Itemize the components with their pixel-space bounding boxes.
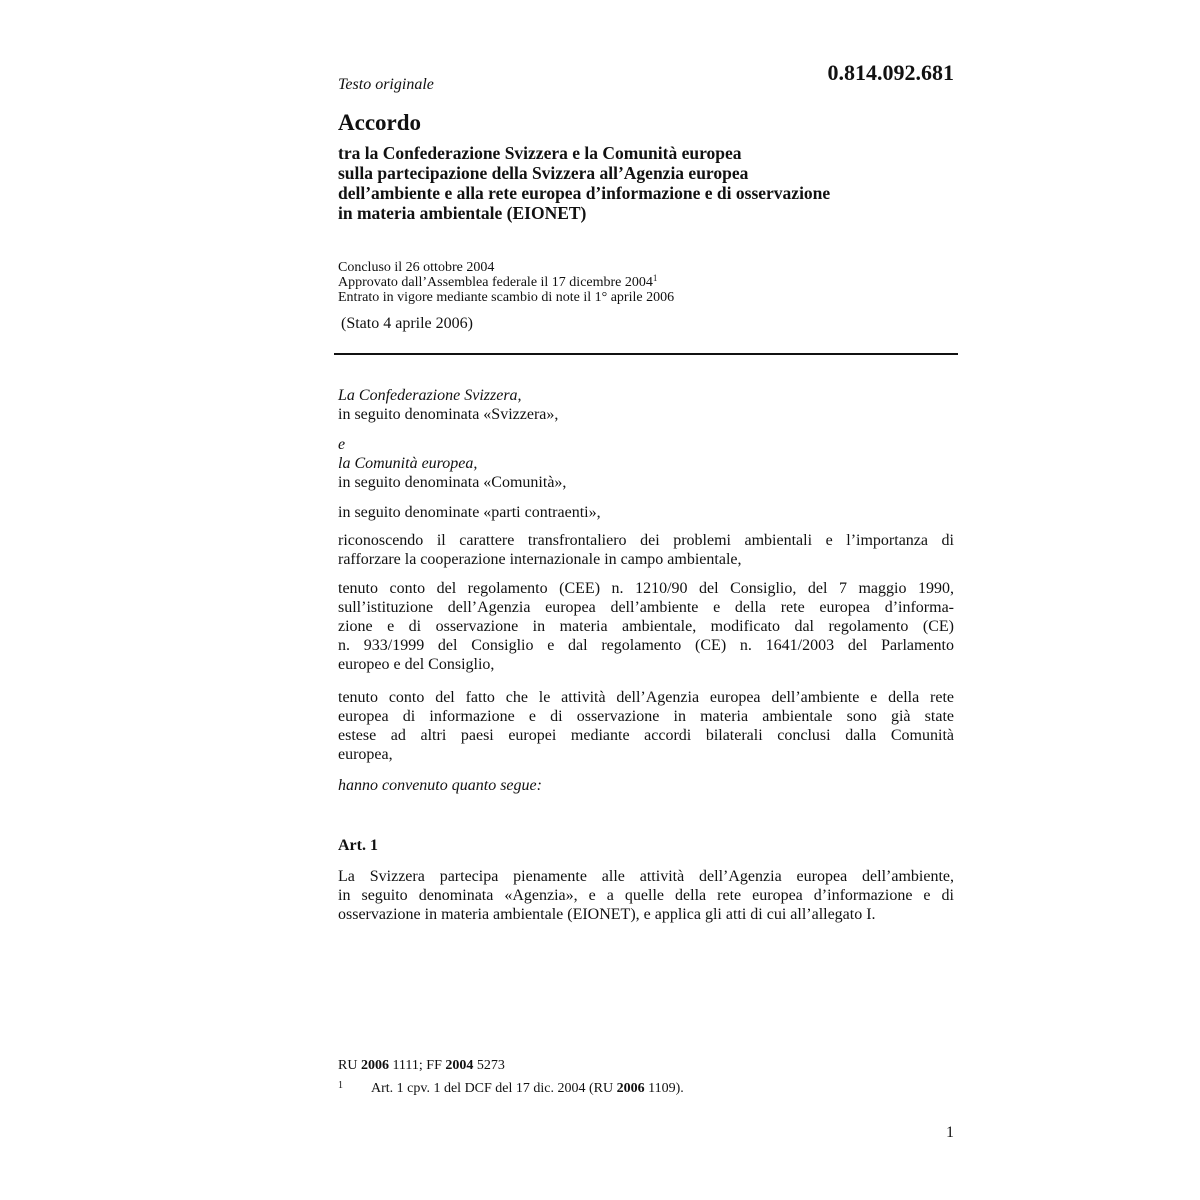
parties-denomination [338, 503, 954, 522]
recital-line: europeo e del Consiglio, [338, 656, 495, 673]
concluded-date: Concluso il 26 ottobre 2004 [338, 260, 495, 275]
party1-name: La Confederazione Svizzera, [338, 387, 522, 404]
subtitle-line: sulla partecipazione della Svizzera all’Agenzia europea [338, 163, 749, 183]
article-heading: Art. 1 [338, 837, 378, 854]
recital-line: n. 933/1999 del Consiglio e dal regolamento (CE) n. 1641/2003 del Parlamento [338, 637, 954, 654]
article-line: La Svizzera partecipa pienamente alle attività dell’Agenzia europea dell’ambiente, [338, 868, 954, 885]
footnote-year: 2006 [616, 1081, 645, 1096]
recital-line: tenuto conto del fatto che le attività dell’Agenzia europea dell’ambiente e della rete [338, 689, 954, 706]
ru-prefix: RU [338, 1058, 358, 1073]
footnote-number: 1 [338, 1080, 343, 1091]
party1-denomination: in seguito denominata «Svizzera», [338, 406, 559, 423]
ru-page: 1111; FF [392, 1058, 442, 1073]
horizontal-rule [334, 353, 958, 355]
page-number: 1 [946, 1124, 954, 1141]
article-line: in seguito denominata «Agenzia», e a quelle della rete europea d’informazione e di [338, 887, 954, 904]
recital-line: sull’istituzione dell’Agenzia europea dell’ambiente e della rete europea d’informa- [338, 599, 954, 616]
subtitle-line: in materia ambientale (EIONET) [338, 203, 587, 223]
party2-block [338, 435, 954, 492]
recital-line: estese ad altri paesi europei mediante accordi bilaterali conclusi dalla Comunità [338, 727, 954, 744]
ff-page: 5273 [476, 1058, 505, 1073]
recital-line: rafforzare la cooperazione internazionale in campo ambientale, [338, 551, 742, 568]
sr-number: 0.814.092.681 [827, 60, 954, 85]
ff-year: 2004 [445, 1058, 474, 1073]
agreed-text: hanno convenuto quanto segue: [338, 777, 542, 794]
agreed-clause [338, 776, 954, 795]
recital-line: tenuto conto del regolamento (CEE) n. 1210/90 del Consiglio, del 7 maggio 1990, [338, 580, 954, 597]
conjunction: e [338, 436, 346, 453]
footnote [338, 1080, 684, 1097]
parties-denomination-text: in seguito denominate «parti contraenti», [338, 504, 601, 521]
article-1-body [338, 867, 954, 924]
subtitle-line: dell’ambiente e alla rete europea d’informazione e di osservazione [338, 183, 831, 203]
party1-block [338, 386, 954, 424]
status-date: (Stato 4 aprile 2006) [341, 315, 473, 332]
party2-name: la Comunità europea, [338, 455, 478, 472]
recital-line: europea di informazione e di osservazione in materia ambientale sono già state [338, 708, 954, 725]
ru-year: 2006 [360, 1058, 389, 1073]
document-title: Accordo [338, 110, 422, 135]
footnote-text: Art. 1 cpv. 1 del DCF del 17 dic. 2004 (RU [371, 1081, 614, 1096]
official-reference [338, 1058, 505, 1074]
document-subtitle [338, 143, 958, 223]
approved-text: Approvato dall’Assemblea federale il 17 dicembre 2004 [338, 275, 653, 290]
party2-denomination: in seguito denominata «Comunità», [338, 474, 567, 491]
approved-date [338, 275, 674, 290]
status-label: Testo originale [338, 76, 434, 93]
footnote-mark: 1 [652, 273, 658, 283]
recital-line: zione e di osservazione in materia ambientale, modificato dal regolamento (CE) [338, 618, 954, 635]
recital-1 [338, 531, 954, 569]
recital-3 [338, 688, 954, 764]
entered-date: Entrato in vigore mediante scambio di note il 1° aprile 2006 [338, 290, 675, 305]
footnote-page: 1109). [648, 1081, 684, 1096]
dates-block [338, 260, 674, 305]
recital-2 [338, 579, 954, 674]
article-line: osservazione in materia ambientale (EIONET), e applica gli atti di cui all’allegato I. [338, 906, 876, 923]
recital-line: europea, [338, 746, 393, 763]
recital-line: riconoscendo il carattere transfrontaliero dei problemi ambientali e l’importanza di [338, 532, 954, 549]
subtitle-line: tra la Confederazione Svizzera e la Comunità europea [338, 143, 742, 163]
